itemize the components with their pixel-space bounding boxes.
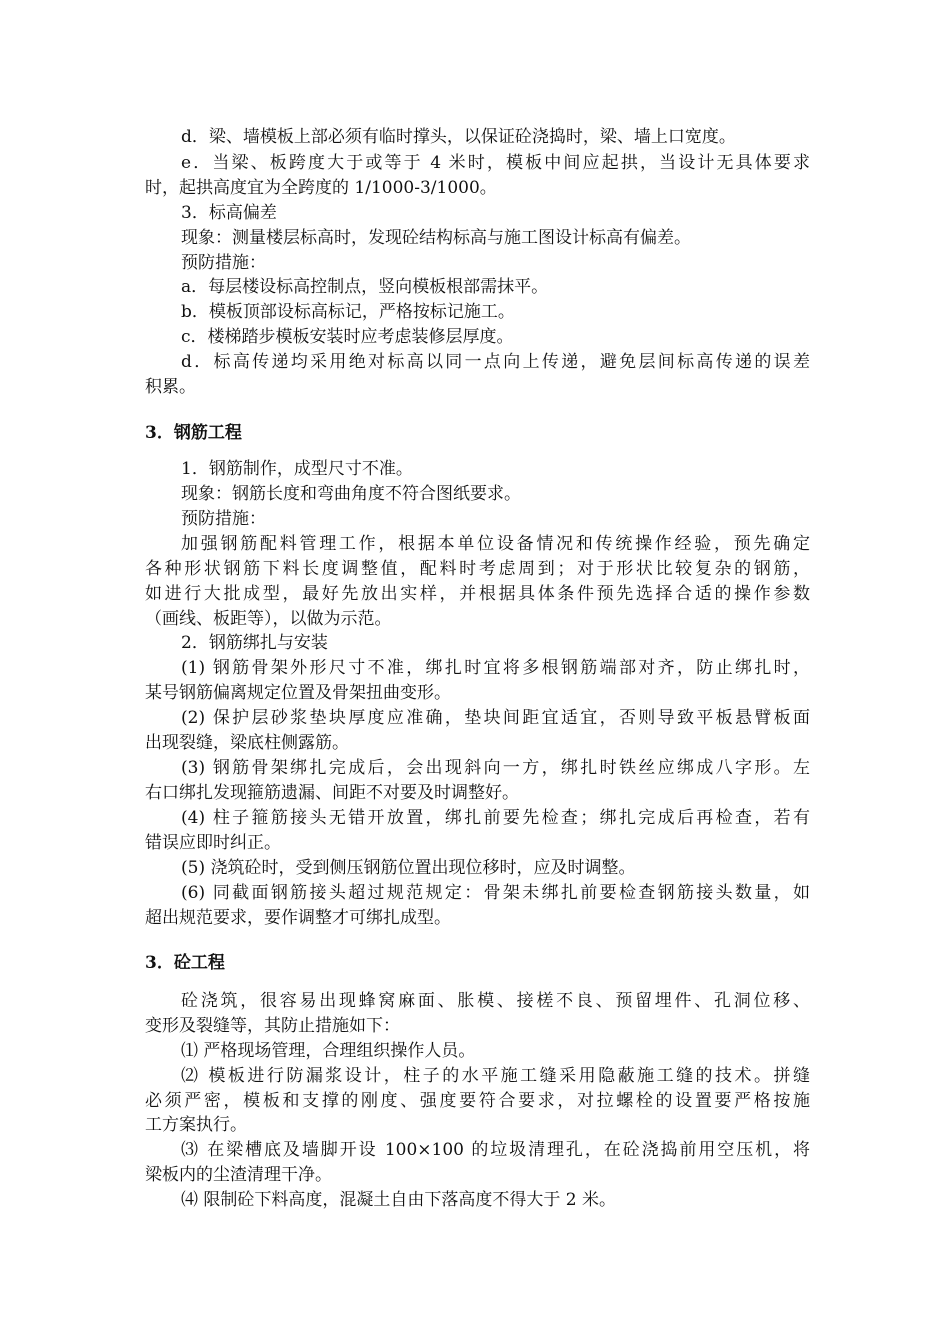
text-line: 右口绑扎发现箍筋遗漏、间距不对要及时调整好。 [145,783,519,803]
text-line: d．梁、墙模板上部必须有临时撑头，以保证砼浇捣时，梁、墙上口宽度。 [181,127,736,147]
list-item: ⑴ 严格现场管理，合理组织操作人员。 [181,1041,476,1061]
text-line: 各种形状钢筋下料长度调整值，配料时考虑周到；对于形状比较复杂的钢筋， [145,559,810,579]
list-item: (2) 保护层砂浆垫块厚度应准确，垫块间距宜适宜，否则导致平板悬臂板面 [181,708,810,728]
text-line: 积累。 [145,377,196,397]
list-item: (6) 同截面钢筋接头超过规范规定：骨架未绑扎前要检查钢筋接头数量，如 [181,883,810,903]
list-item: ⑶ 在梁槽底及墙脚开设 100×100 的垃圾清理孔，在砼浇捣前用空压机，将 [181,1140,810,1160]
text-line: 超出规范要求，要作调整才可绑扎成型。 [145,908,451,928]
list-item: ⑷ 限制砼下料高度，混凝土自由下落高度不得大于 2 米。 [181,1190,617,1210]
text-line: 加强钢筋配料管理工作，根据本单位设备情况和传统操作经验，预先确定 [181,534,810,554]
text-line: 工方案执行。 [145,1115,247,1135]
list-item: c．楼梯踏步模板安装时应考虑装修层厚度。 [181,327,514,347]
list-item: (1) 钢筋骨架外形尺寸不准，绑扎时宜将多根钢筋端部对齐，防止绑扎时， [181,658,810,678]
text-line: 某号钢筋偏离规定位置及骨架扭曲变形。 [145,683,451,703]
list-item: (3) 钢筋骨架绑扎完成后，会出现斜向一方，绑扎时铁丝应绑成八字形。左 [181,758,810,778]
text-line: 现象：测量楼层标高时，发现砼结构标高与施工图设计标高有偏差。 [181,228,691,248]
text-line: 必须严密，模板和支撑的刚度、强度要符合要求，对拉螺栓的设置要严格按施 [145,1091,810,1111]
text-line: e．当梁、板跨度大于或等于 4 米时，模板中间应起拱，当设计无具体要求 [181,153,810,173]
list-item: ⑵ 模板进行防漏浆设计，柱子的水平施工缝采用隐蔽施工缝的技术。拼缝 [181,1066,810,1086]
text-line: （画线、板距等），以做为示范。 [145,609,392,629]
subsection-heading: 3．标高偏差 [181,203,277,223]
text-line: 预防措施： [181,253,266,273]
list-item: b．模板顶部设标高标记，严格按标记施工。 [181,302,515,322]
text-line: 出现裂缝，梁底柱侧露筋。 [145,733,349,753]
text-line: 时，起拱高度宜为全跨度的 1/1000-3/1000。 [145,178,497,198]
text-line: 砼浇筑，很容易出现蜂窝麻面、胀模、接槎不良、预留埋件、孔洞位移、 [181,991,810,1011]
text-line: 变形及裂缝等，其防止措施如下： [145,1016,400,1036]
text-line: 如进行大批成型，最好先放出实样，并根据具体条件预先选择合适的操作参数 [145,584,810,604]
text-line: 梁板内的尘渣清理干净。 [145,1165,332,1185]
text-line: 现象：钢筋长度和弯曲角度不符合图纸要求。 [181,484,521,504]
list-item: d．标高传递均采用绝对标高以同一点向上传递，避免层间标高传递的误差 [181,352,810,372]
subsection-heading: 2．钢筋绑扎与安装 [181,633,328,653]
text-line: 预防措施： [181,509,266,529]
text-line: 错误应即时纠正。 [145,833,281,853]
subsection-heading: 1．钢筋制作，成型尺寸不准。 [181,459,413,479]
list-item: (5) 浇筑砼时，受到侧压钢筋位置出现位移时，应及时调整。 [181,858,636,878]
section-heading-concrete: 3．砼工程 [145,953,225,973]
list-item: a．每层楼设标高控制点，竖向模板根部需抹平。 [181,277,549,297]
section-heading-rebar: 3．钢筋工程 [145,423,242,443]
list-item: (4) 柱子箍筋接头无错开放置，绑扎前要先检查；绑扎完成后再检查，若有 [181,808,810,828]
